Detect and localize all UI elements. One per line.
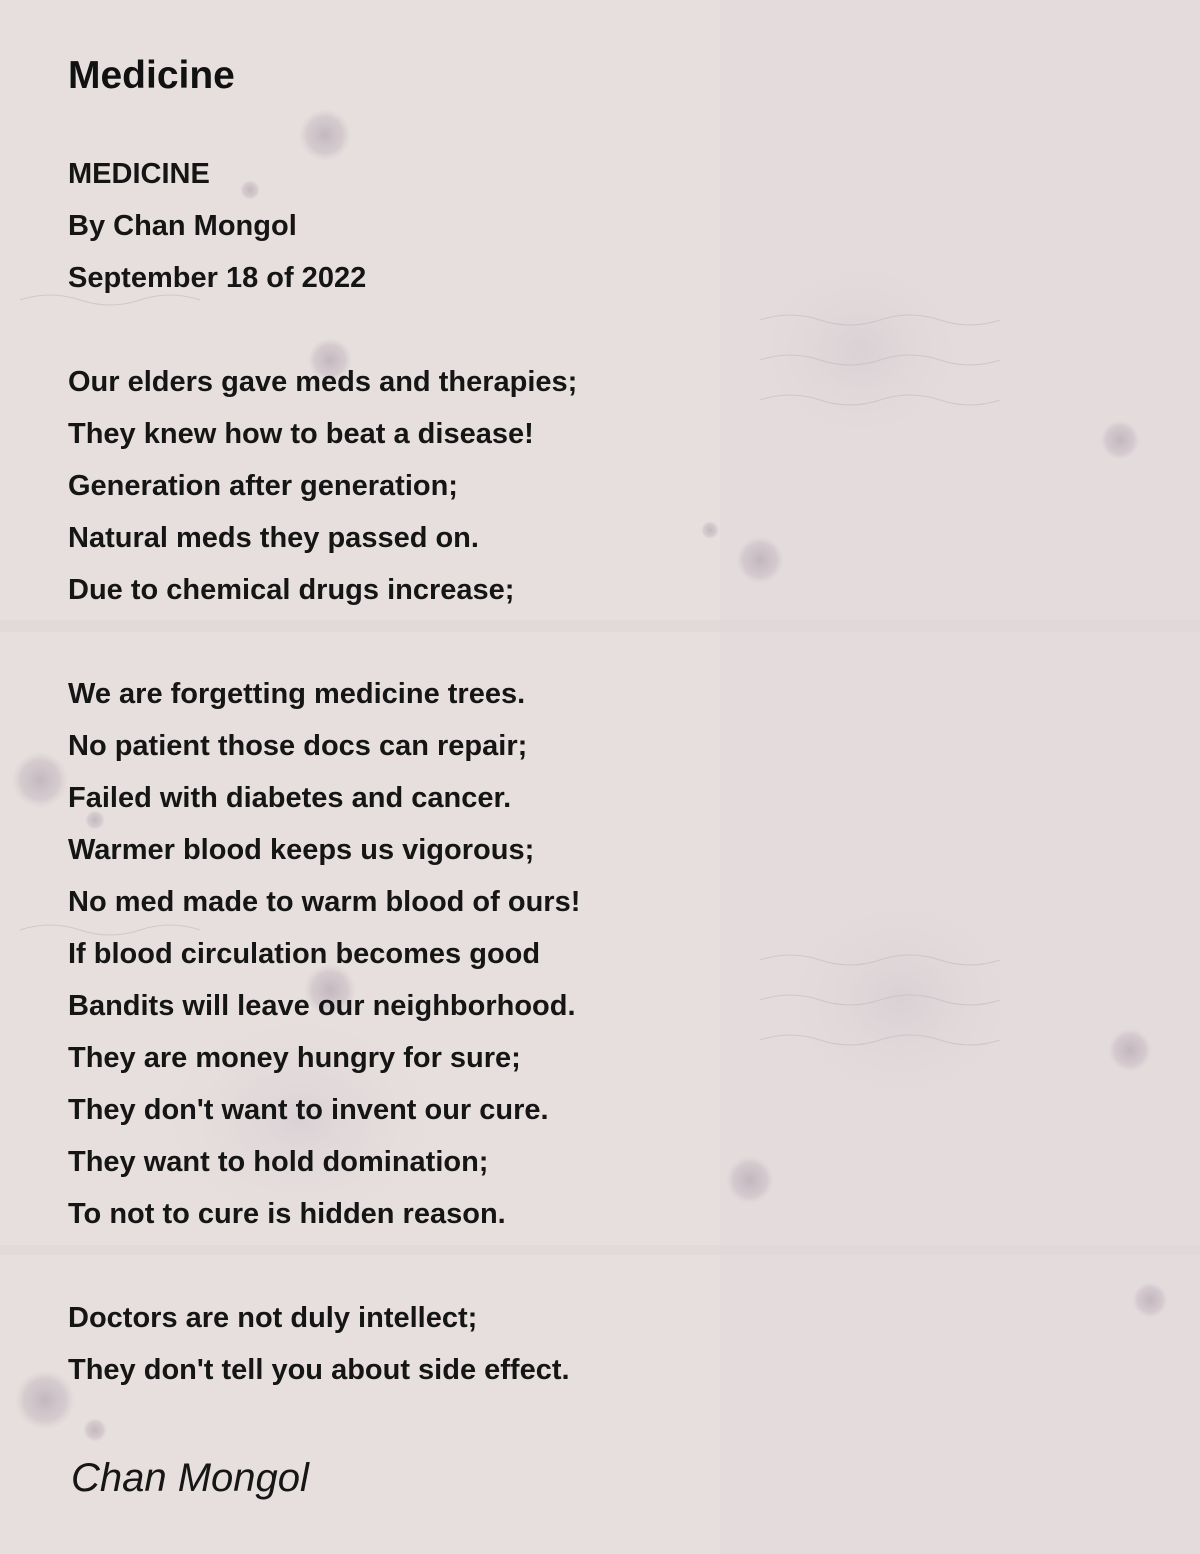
poem-line: Bandits will leave our neighborhood.: [68, 990, 576, 1022]
poem-line: Generation after generation;: [68, 470, 458, 502]
poem-line: They don't want to invent our cure.: [68, 1094, 549, 1126]
poem-line: They knew how to beat a disease!: [68, 418, 534, 450]
poem-line: To not to cure is hidden reason.: [68, 1198, 506, 1230]
poem-line: Our elders gave meds and therapies;: [68, 366, 578, 398]
poem-line: No med made to warm blood of ours!: [68, 886, 581, 918]
poem-line: Doctors are not duly intellect;: [68, 1302, 478, 1334]
author-signature: Chan Mongol: [71, 1456, 309, 1500]
poem-line: September 18 of 2022: [68, 262, 367, 294]
poem-stanza: [68, 1292, 1128, 1396]
poem-line: We are forgetting medicine trees.: [68, 678, 526, 710]
poem-line: They want to hold domination;: [68, 1146, 489, 1178]
poem-stanza: [68, 668, 1128, 1240]
poem-line: If blood circulation becomes good: [68, 938, 541, 970]
poem-title: Medicine: [68, 54, 235, 97]
poem-stanza: [68, 148, 1128, 304]
poem-line: By Chan Mongol: [68, 210, 297, 242]
poem-line: Natural meds they passed on.: [68, 522, 479, 554]
poem-line: They don't tell you about side effect.: [68, 1354, 570, 1386]
poem-body: [68, 148, 1128, 1396]
poem-line: No patient those docs can repair;: [68, 730, 528, 762]
poem-container: [68, 50, 1128, 1396]
poem-line: Warmer blood keeps us vigorous;: [68, 834, 535, 866]
poem-line: Due to chemical drugs increase;: [68, 574, 515, 606]
poem-line: Failed with diabetes and cancer.: [68, 782, 512, 814]
poem-stanza: [68, 356, 1128, 616]
poem-line: They are money hungry for sure;: [68, 1042, 521, 1074]
poem-line: MEDICINE: [68, 158, 210, 190]
